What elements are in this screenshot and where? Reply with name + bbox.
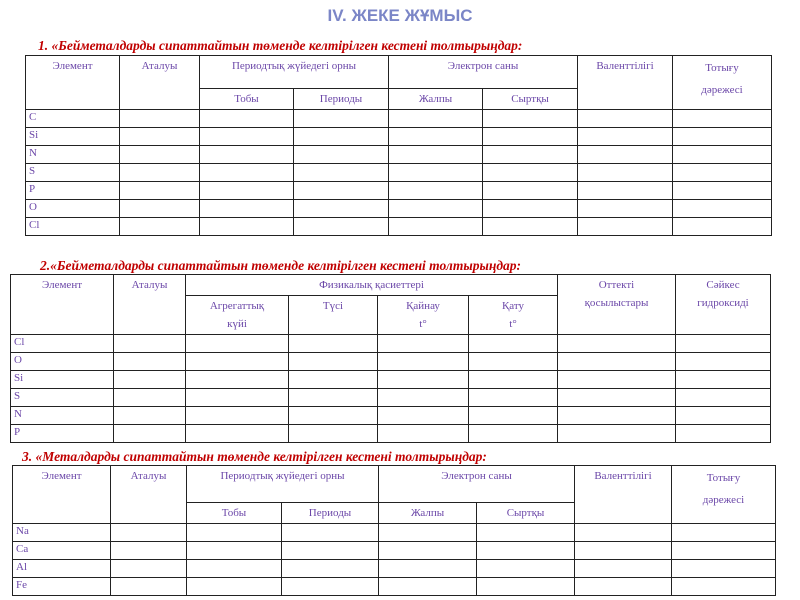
answer-cell[interactable] — [114, 371, 186, 389]
answer-cell[interactable] — [120, 128, 200, 146]
answer-cell[interactable] — [114, 335, 186, 353]
table-row — [11, 389, 771, 407]
element-symbol: Si — [11, 371, 114, 389]
answer-cell[interactable] — [389, 110, 483, 128]
answer-cell[interactable] — [111, 524, 187, 542]
element-symbol: O — [26, 200, 120, 218]
answer-cell[interactable] — [558, 353, 676, 371]
answer-cell[interactable] — [111, 578, 187, 596]
element-symbol: Cl — [26, 218, 120, 236]
table-row — [13, 578, 776, 596]
answer-cell[interactable] — [673, 218, 772, 236]
answer-cell[interactable] — [483, 146, 578, 164]
answer-cell[interactable] — [477, 578, 575, 596]
answer-cell[interactable] — [294, 200, 389, 218]
answer-cell[interactable] — [477, 524, 575, 542]
answer-cell[interactable] — [120, 164, 200, 182]
answer-cell[interactable] — [187, 560, 282, 578]
answer-cell[interactable] — [483, 110, 578, 128]
answer-cell[interactable] — [289, 335, 378, 353]
answer-cell[interactable] — [673, 200, 772, 218]
answer-cell[interactable] — [294, 218, 389, 236]
answer-cell[interactable] — [294, 164, 389, 182]
table-row — [11, 353, 771, 371]
answer-cell[interactable] — [200, 128, 294, 146]
header-element: Элемент — [11, 275, 114, 335]
answer-cell[interactable] — [575, 542, 672, 560]
answer-cell[interactable] — [676, 407, 771, 425]
answer-cell[interactable] — [676, 371, 771, 389]
answer-cell[interactable] — [578, 182, 673, 200]
answer-cell[interactable] — [187, 524, 282, 542]
answer-cell[interactable] — [469, 389, 558, 407]
answer-cell[interactable] — [114, 389, 186, 407]
answer-cell[interactable] — [578, 146, 673, 164]
answer-cell[interactable] — [673, 146, 772, 164]
answer-cell[interactable] — [389, 182, 483, 200]
answer-cell[interactable] — [575, 524, 672, 542]
answer-cell[interactable] — [469, 353, 558, 371]
answer-cell[interactable] — [186, 425, 289, 443]
answer-cell[interactable] — [558, 425, 676, 443]
answer-cell[interactable] — [575, 560, 672, 578]
element-symbol: Ca — [13, 542, 111, 560]
task-2-heading: 2.«Бейметалдарды сипаттайтын төменде келтірілген кестені толтырыңдар: — [40, 258, 522, 273]
table-row — [11, 407, 771, 425]
answer-cell[interactable] — [483, 164, 578, 182]
table-3 — [12, 465, 776, 596]
answer-cell[interactable] — [673, 164, 772, 182]
answer-cell[interactable] — [289, 407, 378, 425]
header-boiling-point: Қайнау t° — [378, 296, 469, 335]
answer-cell[interactable] — [389, 128, 483, 146]
answer-cell[interactable] — [578, 218, 673, 236]
header-electron-count: Электрон саны — [389, 56, 578, 89]
answer-cell[interactable] — [379, 542, 477, 560]
table-2 — [10, 274, 771, 443]
answer-cell[interactable] — [379, 560, 477, 578]
element-symbol: N — [11, 407, 114, 425]
table-row — [26, 200, 772, 218]
answer-cell[interactable] — [114, 407, 186, 425]
answer-cell[interactable] — [469, 335, 558, 353]
header-melting-point: Қату t° — [469, 296, 558, 335]
element-symbol: S — [26, 164, 120, 182]
answer-cell[interactable] — [282, 578, 379, 596]
answer-cell[interactable] — [294, 182, 389, 200]
answer-cell[interactable] — [186, 389, 289, 407]
answer-cell[interactable] — [558, 407, 676, 425]
answer-cell[interactable] — [186, 407, 289, 425]
header-group: Тобы — [187, 503, 282, 524]
task-1-heading: 1. «Бейметалдарды сипаттайтын төменде келтірілген кестені толтырыңдар: — [38, 38, 523, 53]
answer-cell[interactable] — [469, 425, 558, 443]
header-oxidation-state: Тотығу дәрежесі — [673, 56, 772, 110]
answer-cell[interactable] — [378, 407, 469, 425]
answer-cell[interactable] — [200, 200, 294, 218]
answer-cell[interactable] — [282, 524, 379, 542]
element-symbol: N — [26, 146, 120, 164]
table-row — [13, 542, 776, 560]
element-symbol: S — [11, 389, 114, 407]
table-row — [11, 425, 771, 443]
header-name: Аталуы — [120, 56, 200, 110]
header-group: Тобы — [200, 89, 294, 110]
answer-cell[interactable] — [673, 128, 772, 146]
answer-cell[interactable] — [294, 128, 389, 146]
table-row — [13, 560, 776, 578]
header-periodic-position: Периодтық жүйедегі орны — [187, 466, 379, 503]
element-symbol: Na — [13, 524, 111, 542]
answer-cell[interactable] — [469, 371, 558, 389]
header-color: Түсі — [289, 296, 378, 335]
element-symbol: C — [26, 110, 120, 128]
answer-cell[interactable] — [389, 164, 483, 182]
answer-cell[interactable] — [672, 578, 776, 596]
table-row — [26, 218, 772, 236]
answer-cell[interactable] — [483, 200, 578, 218]
answer-cell[interactable] — [186, 335, 289, 353]
answer-cell[interactable] — [200, 182, 294, 200]
header-physical-properties: Физикалық қасиеттері — [186, 275, 558, 296]
table-row — [11, 371, 771, 389]
answer-cell[interactable] — [200, 218, 294, 236]
table-row — [26, 146, 772, 164]
header-element: Элемент — [13, 466, 111, 524]
answer-cell[interactable] — [575, 578, 672, 596]
answer-cell[interactable] — [289, 353, 378, 371]
answer-cell[interactable] — [120, 110, 200, 128]
answer-cell[interactable] — [673, 110, 772, 128]
answer-cell[interactable] — [186, 353, 289, 371]
answer-cell[interactable] — [672, 560, 776, 578]
header-period: Периоды — [282, 503, 379, 524]
answer-cell[interactable] — [578, 128, 673, 146]
answer-cell[interactable] — [282, 560, 379, 578]
answer-cell[interactable] — [389, 200, 483, 218]
answer-cell[interactable] — [379, 524, 477, 542]
answer-cell[interactable] — [120, 200, 200, 218]
answer-cell[interactable] — [477, 542, 575, 560]
answer-cell[interactable] — [477, 560, 575, 578]
answer-cell[interactable] — [294, 146, 389, 164]
answer-cell[interactable] — [389, 146, 483, 164]
element-symbol: P — [11, 425, 114, 443]
answer-cell[interactable] — [558, 371, 676, 389]
answer-cell[interactable] — [111, 560, 187, 578]
table-row — [26, 128, 772, 146]
answer-cell[interactable] — [483, 128, 578, 146]
element-symbol: Fe — [13, 578, 111, 596]
answer-cell[interactable] — [676, 425, 771, 443]
answer-cell[interactable] — [289, 425, 378, 443]
answer-cell[interactable] — [114, 425, 186, 443]
answer-cell[interactable] — [673, 182, 772, 200]
answer-cell[interactable] — [294, 110, 389, 128]
answer-cell[interactable] — [676, 335, 771, 353]
answer-cell[interactable] — [200, 110, 294, 128]
answer-cell[interactable] — [378, 335, 469, 353]
table-row — [26, 110, 772, 128]
header-name: Аталуы — [111, 466, 187, 524]
answer-cell[interactable] — [378, 389, 469, 407]
task-3-heading: 3. «Металдарды сипаттайтын төменде келтірілген кестені толтырыңдар: — [22, 449, 487, 464]
header-total: Жалпы — [389, 89, 483, 110]
answer-cell[interactable] — [120, 218, 200, 236]
element-symbol: Al — [13, 560, 111, 578]
element-symbol: Cl — [11, 335, 114, 353]
element-symbol: O — [11, 353, 114, 371]
answer-cell[interactable] — [111, 542, 187, 560]
header-hydroxide: Сәйкес гидроксиді — [676, 275, 771, 335]
answer-cell[interactable] — [187, 578, 282, 596]
header-outer: Сыртқы — [477, 503, 575, 524]
header-element: Элемент — [26, 56, 120, 110]
answer-cell[interactable] — [558, 389, 676, 407]
header-name: Аталуы — [114, 275, 186, 335]
answer-cell[interactable] — [289, 389, 378, 407]
answer-cell[interactable] — [558, 335, 676, 353]
answer-cell[interactable] — [578, 200, 673, 218]
header-total: Жалпы — [379, 503, 477, 524]
answer-cell[interactable] — [120, 146, 200, 164]
header-periodic-position: Периодтық жүйедегі орны — [200, 56, 389, 89]
header-oxidation-state: Тотығу дәрежесі — [672, 466, 776, 524]
answer-cell[interactable] — [389, 218, 483, 236]
answer-cell[interactable] — [483, 182, 578, 200]
answer-cell[interactable] — [114, 353, 186, 371]
header-electron-count: Электрон саны — [379, 466, 575, 503]
answer-cell[interactable] — [378, 353, 469, 371]
answer-cell[interactable] — [578, 110, 673, 128]
table-row — [13, 524, 776, 542]
answer-cell[interactable] — [672, 524, 776, 542]
header-valence: Валенттілігі — [578, 56, 673, 110]
answer-cell[interactable] — [672, 542, 776, 560]
answer-cell[interactable] — [379, 578, 477, 596]
answer-cell[interactable] — [186, 371, 289, 389]
answer-cell[interactable] — [187, 542, 282, 560]
answer-cell[interactable] — [676, 389, 771, 407]
answer-cell[interactable] — [469, 407, 558, 425]
answer-cell[interactable] — [200, 164, 294, 182]
header-outer: Сыртқы — [483, 89, 578, 110]
header-aggregate-state: Агрегаттық күйі — [186, 296, 289, 335]
header-oxygen-compounds: Оттекті қосылыстары — [558, 275, 676, 335]
answer-cell[interactable] — [676, 353, 771, 371]
table-row — [26, 164, 772, 182]
table-row — [11, 335, 771, 353]
page-title: IV. ЖЕКЕ ЖҰМЫС — [327, 6, 473, 25]
answer-cell[interactable] — [483, 218, 578, 236]
answer-cell[interactable] — [378, 371, 469, 389]
answer-cell[interactable] — [282, 542, 379, 560]
table-1 — [25, 55, 772, 236]
element-symbol: P — [26, 182, 120, 200]
answer-cell[interactable] — [378, 425, 469, 443]
answer-cell[interactable] — [578, 164, 673, 182]
header-period: Периоды — [294, 89, 389, 110]
answer-cell[interactable] — [120, 182, 200, 200]
header-valence: Валенттілігі — [575, 466, 672, 524]
element-symbol: Si — [26, 128, 120, 146]
answer-cell[interactable] — [200, 146, 294, 164]
answer-cell[interactable] — [289, 371, 378, 389]
table-row — [26, 182, 772, 200]
